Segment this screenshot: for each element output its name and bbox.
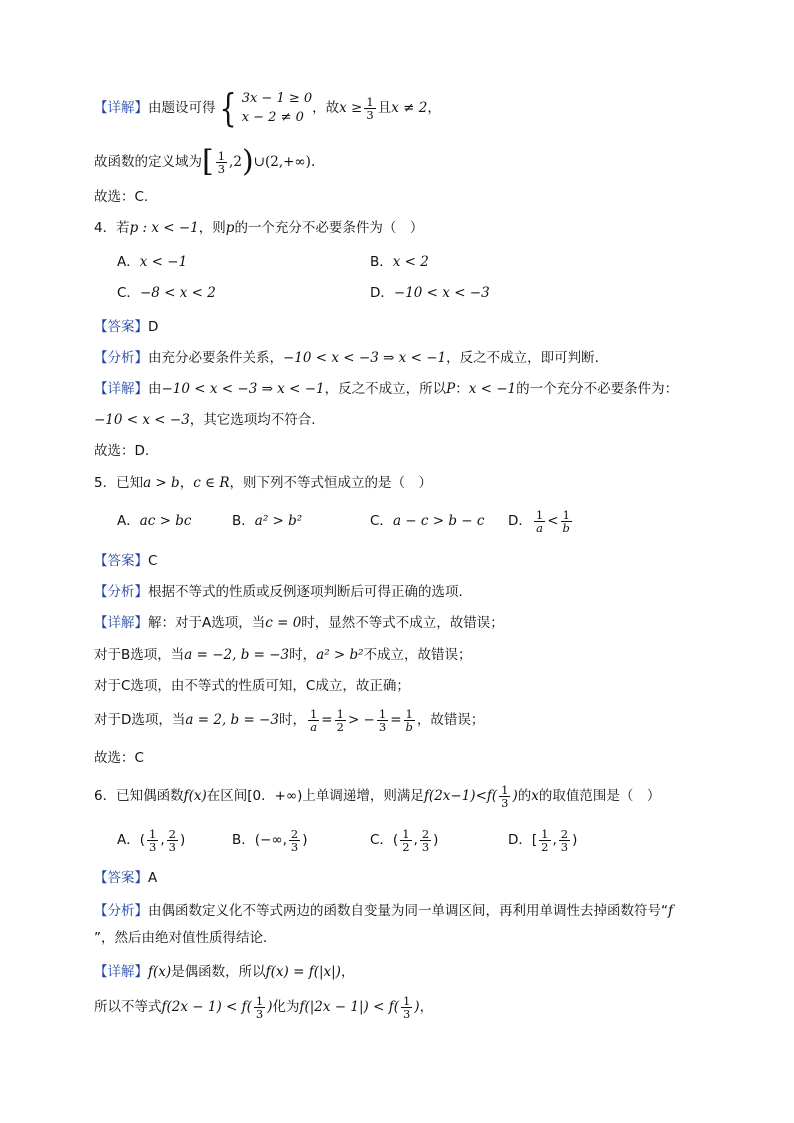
q4-option-c: C．−8 < x < 2 (117, 285, 216, 301)
q4-detail-cont: −10 < x < −3，其它选项均不符合. (94, 412, 316, 428)
q6-answer: 【答案】A (94, 870, 158, 886)
q5-answer: 【答案】C (94, 553, 158, 569)
q6-detail: 【详解】f(x)是偶函数，所以f(x) = f(|x|)， (94, 964, 355, 980)
q4-answer: 【答案】D (94, 319, 159, 335)
q4-option-d: D．−10 < x < −3 (370, 285, 490, 301)
q5-detail-b: 对于B选项，当a = −2, b = −3时，a² > b²不成立，故错误； (94, 647, 472, 663)
q3-detail-line: 【详解】由题设可得 { 3x − 1 ≥ 0 x − 2 ≠ 0 ，故x ≥ $\frac{1}{3}$ 且x ≠ 2， (94, 86, 441, 130)
q5-stem: 5．已知a > b，c ∈ R，则下列不等式恒成立的是（ ） (94, 475, 432, 491)
q4-stem: 4．若p : x < −1，则p的一个充分不必要条件为（ ） (94, 220, 424, 236)
q5-option-a: A．ac > bc (117, 513, 192, 529)
q6-option-b: B．(−∞, $\frac{2}{3}$ ) (232, 826, 308, 854)
q5-detail: 【详解】解：对于A选项，当c = 0时，显然不等式不成立，故错误； (94, 615, 504, 631)
q6-option-d: D．[ $\frac{1}{2}$ , $\frac{2}{3}$ ) (508, 826, 578, 854)
detail-tag: 【详解】 (94, 100, 148, 116)
q6-analysis: 【分析】由偶函数定义化不等式两边的函数自变量为同一单调区间，再利用单调性去掉函数符号“f (94, 903, 673, 919)
fraction: $\frac{1}{3}$ (217, 148, 226, 176)
q6-analysis-cont: ”，然后由绝对值性质得结论． (94, 930, 277, 946)
q5-analysis: 【分析】根据不等式的性质或反例逐项判断后可得正确的选项. (94, 584, 463, 600)
q5-detail-c: 对于C选项，由不等式的性质可知，C成立，故正确； (94, 678, 410, 694)
q6-detail-b: 所以不等式f(2x − 1) < f( $\frac{1}{3}$ )化为f(|2x − 1|) < f( $\frac{1}{3}$ )， (94, 993, 434, 1021)
q3-choice: 故选：C. (94, 189, 149, 205)
q5-choice: 故选：C (94, 750, 144, 766)
q6-stem: 6．已知偶函数f(x)在区间[0．+∞)上单调递增，则满足f(2x−1)<f( $\frac{1}{3}$ )的x的取值范围是（ ） (94, 782, 661, 810)
q4-analysis: 【分析】由充分必要条件关系，−10 < x < −3 ⇒ x < −1，反之不成立，即可判断. (94, 350, 599, 366)
fraction: $\frac{1}{3}$ (366, 94, 374, 122)
q5-detail-d: 对于D选项，当a = 2, b = −3时， $\frac{1}{a}$ = $\frac{1}{2}$ > − $\frac{1}{3}$ = $\frac{1}{b}$ ，故错误； (94, 706, 485, 734)
q3-domain-line: 故函数的定义域为[ $\frac{1}{3}$ ,2)∪(2,+∞). (94, 144, 316, 179)
q5-option-d: D． $\frac{1}{a}$ < $\frac{1}{b}$ (508, 507, 570, 535)
q4-choice: 故选：D. (94, 443, 150, 459)
q6-option-a: A．( $\frac{1}{3}$ , $\frac{2}{3}$ ) (117, 826, 186, 854)
inequality-system: { 3x − 1 ≥ 0 x − 2 ≠ 0 (219, 86, 313, 130)
q6-option-c: C．( $\frac{1}{2}$ , $\frac{2}{3}$ ) (370, 826, 439, 854)
q4-detail: 【详解】由−10 < x < −3 ⇒ x < −1，反之不成立，所以P：x < −1的一个充分不必要条件为： (94, 381, 679, 397)
q5-option-b: B．a² > b² (232, 513, 303, 529)
q5-option-c: C．a − c > b − c (370, 513, 485, 529)
q4-option-a: A．x < −1 (117, 254, 188, 270)
q4-option-b: B．x < 2 (370, 254, 429, 270)
